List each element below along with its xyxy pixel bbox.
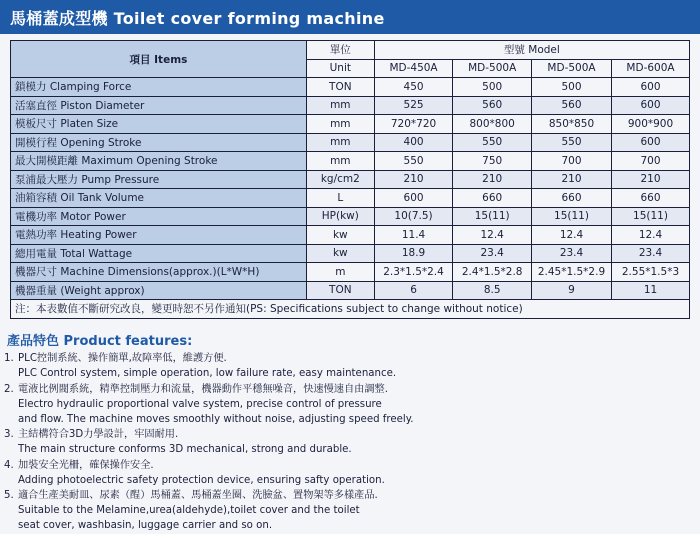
feature-line: and flow. The machine moves smoothly without noise, adjusting speed freely. (18, 414, 414, 426)
spec-value: 550 (532, 133, 612, 152)
spec-value: 550 (374, 152, 453, 171)
spec-value: 210 (532, 170, 612, 189)
spec-value: 750 (453, 152, 532, 171)
spec-value: 400 (374, 133, 453, 152)
feature-line: seat cover, washbasin, luggage carrier and so on. (18, 520, 273, 532)
spec-item: 電機功率 Motor Power (11, 207, 307, 226)
title-bar (0, 0, 700, 34)
spec-item: 總用電量 Total Wattage (11, 244, 307, 263)
spec-item: 電熱功率 Heating Power (11, 226, 307, 245)
table-row (11, 152, 690, 171)
spec-value: 700 (532, 152, 612, 171)
spec-value: 500 (453, 78, 532, 97)
spec-value: 900*900 (612, 115, 690, 134)
table-note: 注：本表數值不斷研究改良，變更時恕不另作通知(PS: Specifications subject to change without notice) (11, 300, 690, 319)
table-row (11, 78, 690, 97)
spec-item: 泵浦最大壓力 Pump Pressure (11, 170, 307, 189)
table-row (11, 244, 690, 263)
table-row (11, 115, 690, 134)
feature-text (18, 427, 352, 457)
feature-number: 3. (4, 429, 14, 441)
spec-value: 210 (612, 170, 690, 189)
spec-value: 525 (374, 96, 453, 115)
spec-value: 8.5 (453, 281, 532, 300)
spec-value: 15(11) (532, 207, 612, 226)
feature-line: Electro hydraulic proportional valve system, precise control of pressure (18, 398, 382, 410)
spec-value: 10(7.5) (374, 207, 453, 226)
spec-item: 機器尺寸 Machine Dimensions(approx.)(L*W*H) (11, 263, 307, 282)
spec-value: 560 (453, 96, 532, 115)
feature-number: 1. (4, 353, 14, 365)
spec-value: 210 (453, 170, 532, 189)
items-header: 項目 Items (11, 41, 307, 78)
table-row (11, 170, 690, 189)
spec-item: 開模行程 Opening Stroke (11, 133, 307, 152)
feature-line: PLC Control system, simple operation, low failure rate, easy maintenance. (18, 368, 397, 380)
spec-value: 660 (532, 189, 612, 208)
spec-value: 500 (532, 78, 612, 97)
feature-number: 2. (4, 383, 14, 395)
spec-value: 560 (532, 96, 612, 115)
model-name: MD-600A (612, 59, 690, 78)
spec-value: 660 (453, 189, 532, 208)
spec-value: 12.4 (532, 226, 612, 245)
feature-text (18, 458, 385, 488)
table-header-row (11, 41, 690, 60)
feature-item (4, 427, 694, 457)
spec-unit: TON (306, 281, 374, 300)
spec-value: 18.9 (374, 244, 453, 263)
spec-item: 活塞直徑 Piston Diameter (11, 96, 307, 115)
spec-item: 鎖模力 Clamping Force (11, 78, 307, 97)
spec-unit: TON (306, 78, 374, 97)
model-name: MD-450A (374, 59, 453, 78)
spec-value: 6 (374, 281, 453, 300)
table-row (11, 263, 690, 282)
feature-line: The main structure conforms 3D mechanical, strong and durable. (18, 444, 352, 456)
feature-line: Suitable to the Melamine,urea(aldehyde),toilet cover and the toilet (18, 505, 360, 517)
spec-unit: mm (306, 152, 374, 171)
model-name: MD-500A (532, 59, 612, 78)
spec-value: 2.4*1.5*2.8 (453, 263, 532, 282)
model-name: MD-500A (453, 59, 532, 78)
spec-value: 600 (612, 96, 690, 115)
spec-value: 450 (374, 78, 453, 97)
spec-value: 720*720 (374, 115, 453, 134)
spec-unit: mm (306, 133, 374, 152)
spec-value: 550 (453, 133, 532, 152)
unit-header-zh: 單位 (306, 41, 374, 60)
spec-value: 11 (612, 281, 690, 300)
table-note-row (11, 300, 690, 319)
feature-line: PLC控制系統、操作簡單,故障率低，維護方便. (18, 353, 227, 365)
spec-item: 油箱容積 Oil Tank Volume (11, 189, 307, 208)
table-row (11, 96, 690, 115)
spec-value: 2.45*1.5*2.9 (532, 263, 612, 282)
spec-value: 800*800 (453, 115, 532, 134)
feature-number: 5. (4, 490, 14, 502)
spec-item: 模板尺寸 Platen Size (11, 115, 307, 134)
feature-item (4, 382, 694, 428)
spec-unit: kw (306, 226, 374, 245)
spec-value: 2.3*1.5*2.4 (374, 263, 453, 282)
spec-unit: kw (306, 244, 374, 263)
spec-value: 600 (612, 78, 690, 97)
feature-line: 適合生產美耐皿、尿素（酲）馬桶蓋、馬桶蓋坐圈、洗臉盆、置物架等多樣產品. (18, 490, 378, 502)
spec-value: 23.4 (453, 244, 532, 263)
model-header: 型號 Model (374, 41, 689, 60)
spec-value: 660 (612, 189, 690, 208)
feature-number: 4. (4, 459, 14, 471)
table-row (11, 189, 690, 208)
spec-value: 2.55*1.5*3 (612, 263, 690, 282)
feature-line: Adding photoelectric safety protection device, ensuring safty operation. (18, 474, 385, 486)
spec-value: 23.4 (532, 244, 612, 263)
spec-table (10, 40, 690, 319)
spec-item: 最大開模距離 Maximum Opening Stroke (11, 152, 307, 171)
feature-line: 電液比例閥系統，精準控制壓力和流量，機器動作平穩無噪音，快速慢速自由調整. (18, 383, 388, 395)
spec-value: 15(11) (612, 207, 690, 226)
spec-value: 600 (374, 189, 453, 208)
feature-text (18, 382, 414, 428)
feature-line: 加裝安全光柵，確保操作安全. (18, 459, 154, 471)
spec-value: 12.4 (453, 226, 532, 245)
page-title: 馬桶蓋成型機 Toilet cover forming machine (10, 8, 385, 28)
table-row (11, 207, 690, 226)
product-features (4, 334, 694, 534)
feature-item (4, 351, 694, 381)
feature-item (4, 458, 694, 488)
spec-value: 12.4 (612, 226, 690, 245)
feature-text (18, 351, 396, 381)
features-list (4, 351, 694, 533)
table-row (11, 281, 690, 300)
spec-value: 210 (374, 170, 453, 189)
table-row (11, 133, 690, 152)
spec-value: 23.4 (612, 244, 690, 263)
unit-header-en: Unit (306, 59, 374, 78)
spec-unit: mm (306, 115, 374, 134)
spec-unit: L (306, 189, 374, 208)
feature-line: 主結構符合3D力學設計，牢固耐用. (18, 429, 179, 441)
spec-value: 700 (612, 152, 690, 171)
spec-item: 機器重量 (Weight approx) (11, 281, 307, 300)
feature-item (4, 488, 694, 534)
feature-text (18, 488, 378, 534)
features-title: 產品特色 Product features: (7, 334, 193, 349)
spec-value: 600 (612, 133, 690, 152)
spec-unit: kg/cm2 (306, 170, 374, 189)
table-row (11, 226, 690, 245)
spec-value: 15(11) (453, 207, 532, 226)
spec-unit: m (306, 263, 374, 282)
spec-value: 11.4 (374, 226, 453, 245)
spec-value: 9 (532, 281, 612, 300)
spec-unit: HP(kw) (306, 207, 374, 226)
spec-value: 850*850 (532, 115, 612, 134)
spec-unit: mm (306, 96, 374, 115)
